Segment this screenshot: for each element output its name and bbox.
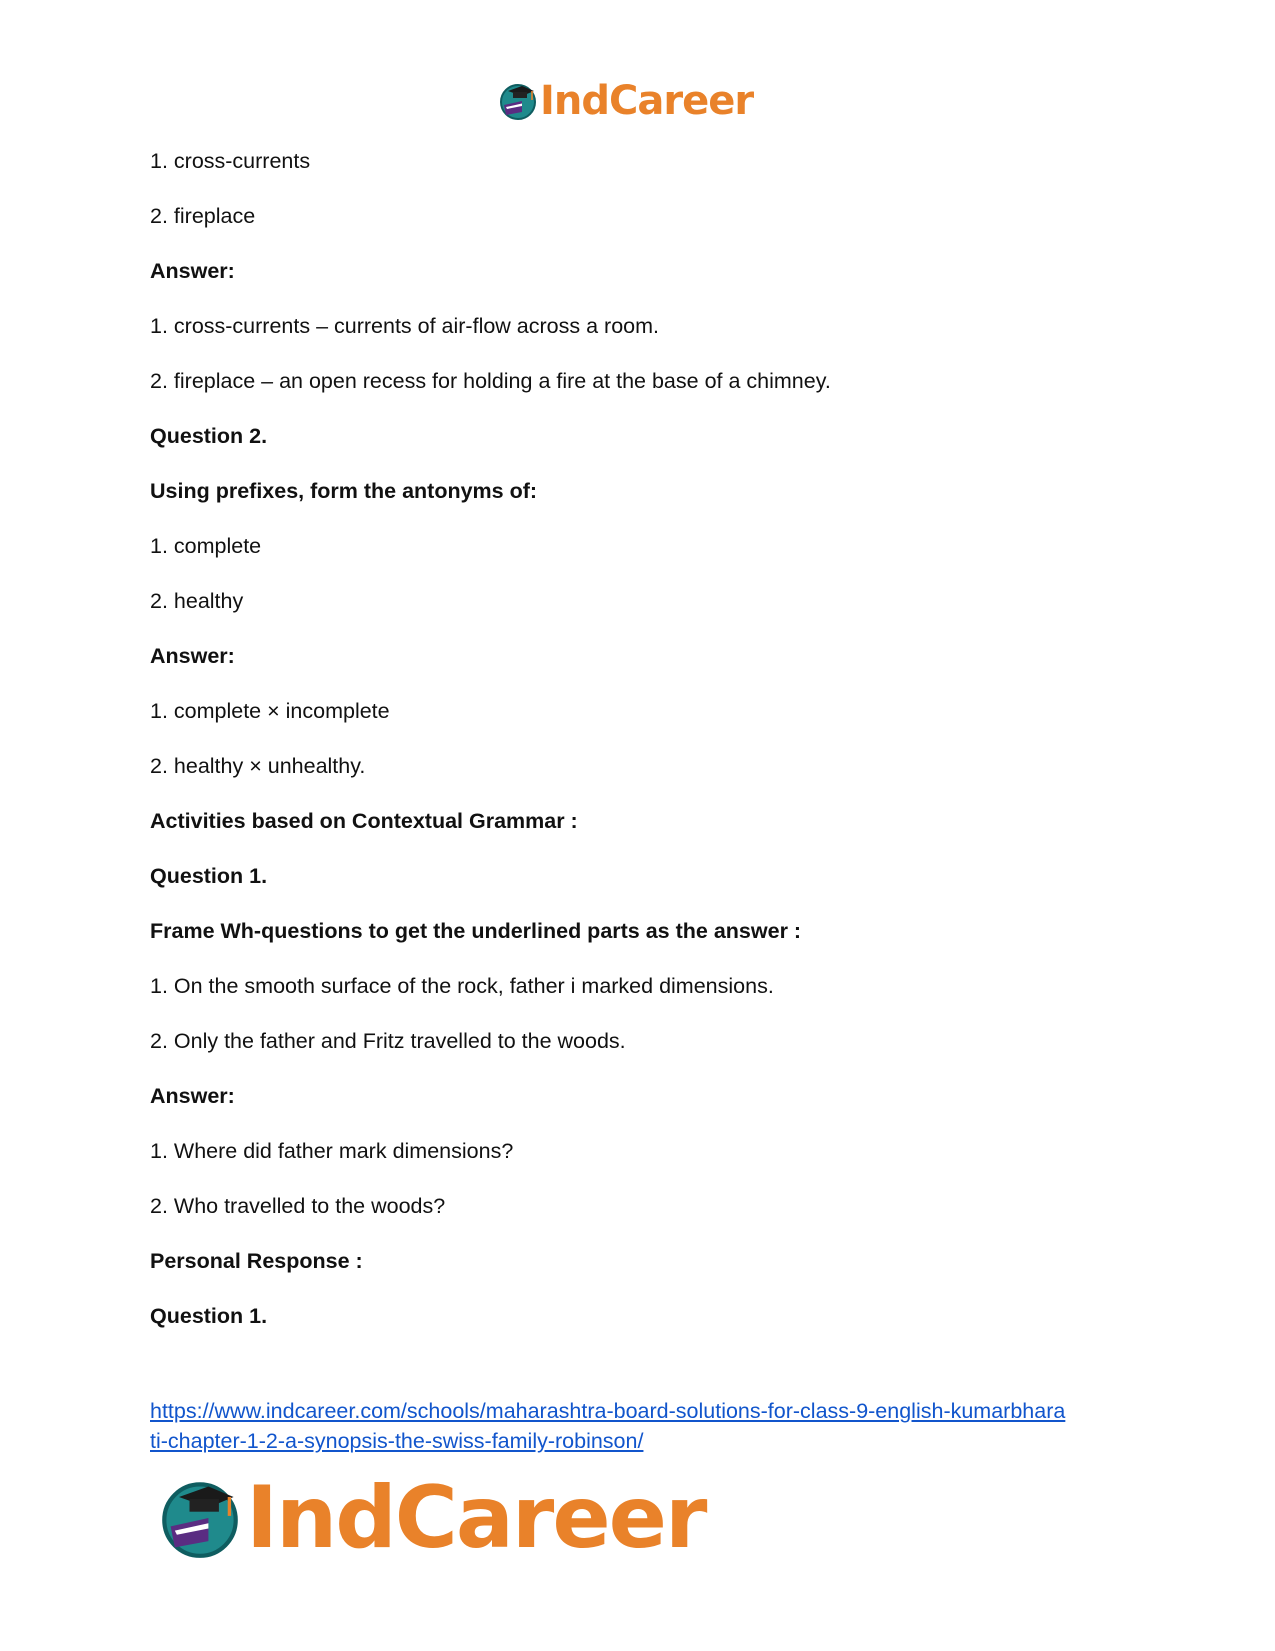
graduation-cap-book-globe-icon: [498, 81, 538, 121]
heading-line: Question 1.: [150, 1304, 268, 1328]
text-line: 1. complete × incomplete: [150, 699, 390, 723]
text-line: 1. cross-currents: [150, 149, 311, 173]
heading-line: Frame Wh-questions to get the underlined parts as the answer :: [150, 919, 802, 943]
source-link: [150, 1396, 1140, 1456]
logo-text: IndCareer: [246, 1468, 706, 1568]
heading-line: Answer:: [150, 1084, 235, 1108]
heading-line: Question 2.: [150, 424, 268, 448]
heading-line: Personal Response :: [150, 1249, 363, 1273]
text-line: 1. On the smooth surface of the rock, father i marked dimensions.: [150, 974, 774, 998]
text-line: 2. Who travelled to the woods?: [150, 1194, 446, 1218]
source-url-line-1: https://www.indcareer.com/schools/maharashtra-board-solutions-for-class-9-english-kumarbhara: [150, 1399, 1066, 1423]
text-line: 2. fireplace: [150, 204, 256, 228]
header-logo: [498, 78, 753, 124]
text-line: 2. healthy: [150, 589, 244, 613]
text-line: 1. Where did father mark dimensions?: [150, 1139, 514, 1163]
text-line: 2. healthy × unhealthy.: [150, 754, 366, 778]
footer-logo: [158, 1468, 705, 1568]
document-body: [150, 146, 1140, 1356]
heading-line: Answer:: [150, 259, 235, 283]
text-line: 1. complete: [150, 534, 262, 558]
heading-line: Question 1.: [150, 864, 268, 888]
logo-text: IndCareer: [540, 78, 754, 124]
heading-line: Using prefixes, form the antonyms of:: [150, 479, 538, 503]
heading-line: Activities based on Contextual Grammar :: [150, 809, 578, 833]
source-url-link[interactable]: [150, 1399, 1065, 1453]
graduation-cap-book-globe-icon: [158, 1476, 242, 1560]
text-line: 2. Only the father and Fritz travelled to the woods.: [150, 1029, 626, 1053]
heading-line: Answer:: [150, 644, 235, 668]
source-url-line-2: ti-chapter-1-2-a-synopsis-the-swiss-family-robinson/: [150, 1429, 644, 1453]
text-line: 2. fireplace – an open recess for holding a fire at the base of a chimney.: [150, 369, 831, 393]
text-line: 1. cross-currents – currents of air-flow across a room.: [150, 314, 659, 338]
